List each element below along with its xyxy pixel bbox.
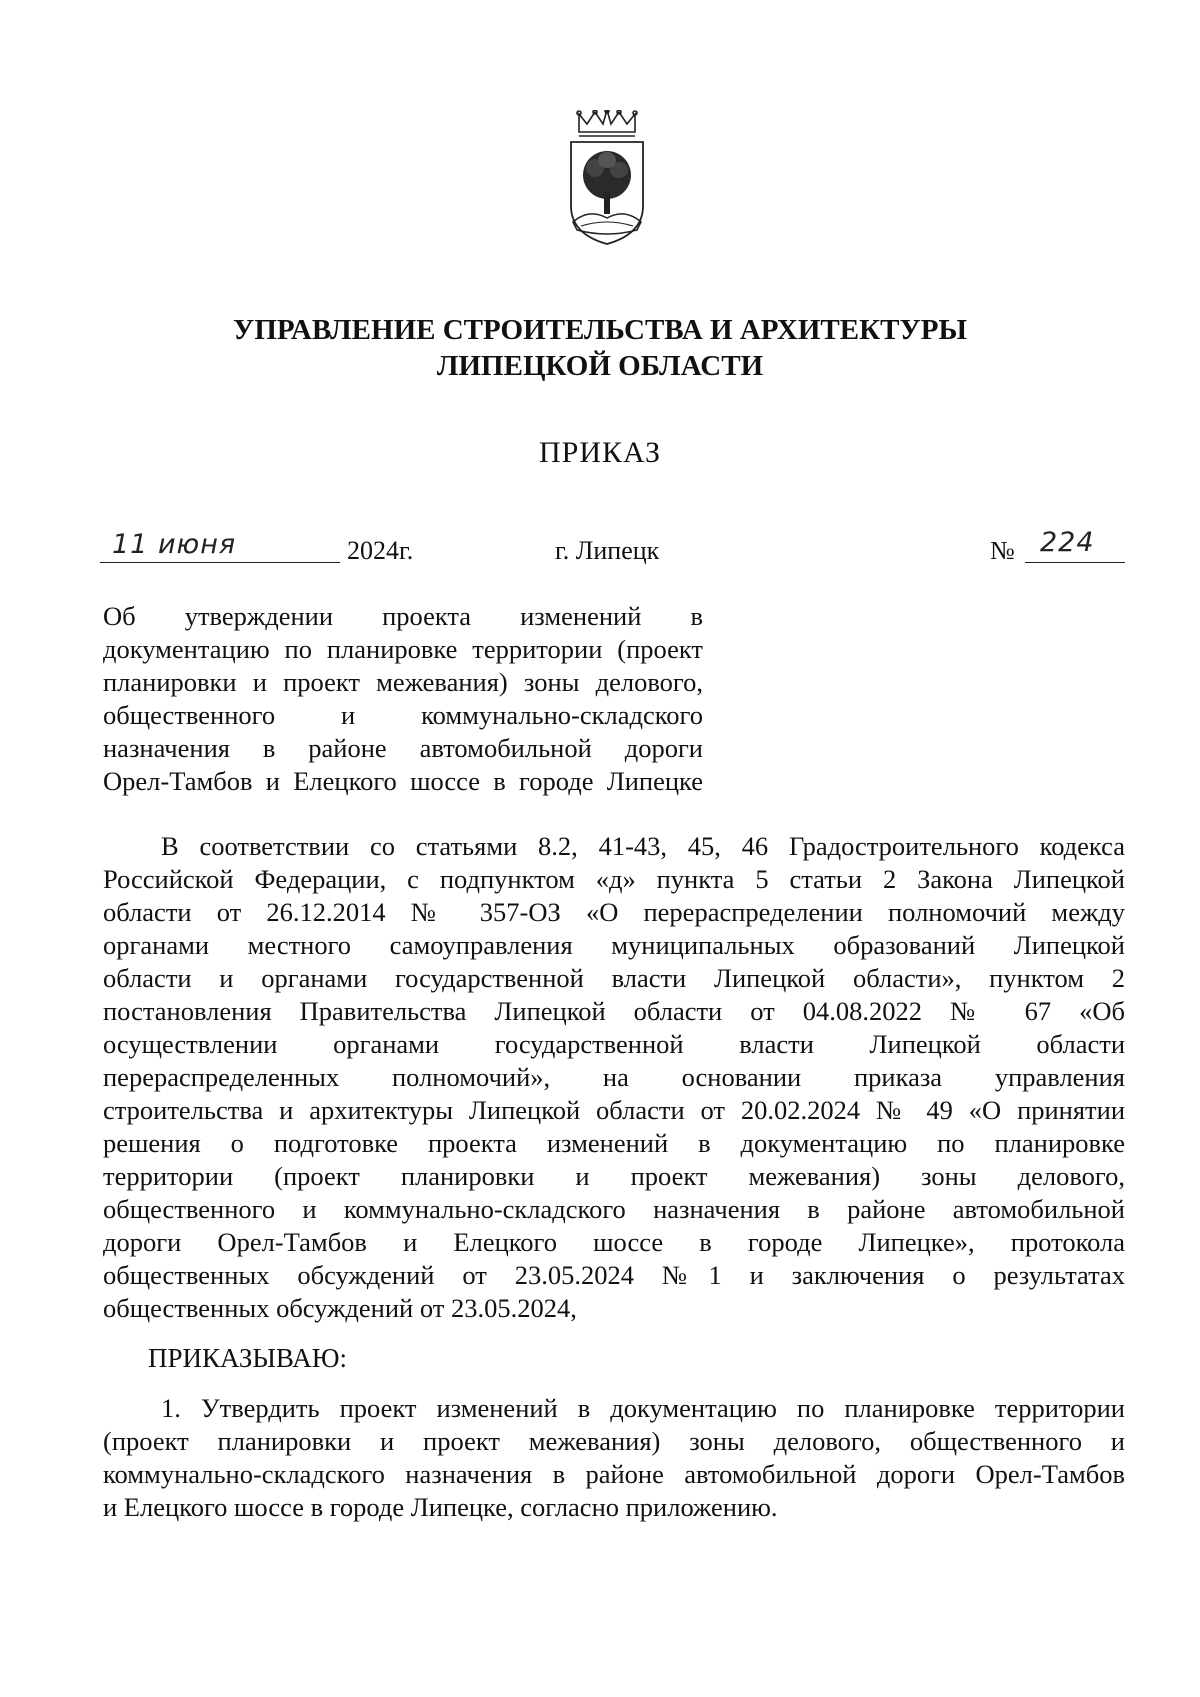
- order-item-1: [103, 1392, 1125, 1524]
- handwritten-number: 224: [1040, 527, 1095, 558]
- paragraph-line: строительства и архитектуры Липецкой области от 20.02.2024 № 49 «О принятии: [103, 1095, 1125, 1125]
- paragraph-line: коммунально-складского назначения в районе автомобильной дороги Орел-Тамбов: [103, 1459, 1125, 1489]
- paragraph-line: перераспределенных полномочий», на основании приказа управления: [103, 1062, 1125, 1092]
- subject-line: Об утверждении проекта изменений в: [103, 601, 703, 631]
- subject-line: Орел-Тамбов и Елецкого шоссе в городе Липецке: [103, 766, 703, 796]
- paragraph-line: общественного и коммунально-складского назначения в районе автомобильной: [103, 1194, 1125, 1224]
- coat-of-arms-icon: [567, 110, 647, 245]
- paragraph-line: постановления Правительства Липецкой области от 04.08.2022 № 67 «Об: [103, 996, 1125, 1026]
- paragraph-line: общественных обсуждений от 23.05.2024,: [103, 1293, 577, 1323]
- subject-line: общественного и коммунально-складского: [103, 700, 703, 730]
- handwritten-date: 11 июня: [112, 529, 237, 560]
- paragraph-line: решения о подготовке проекта изменений в документацию по планировке: [103, 1128, 1125, 1158]
- paragraph-line: Российской Федерации, с подпунктом «д» пункта 5 статьи 2 Закона Липецкой: [103, 864, 1125, 894]
- paragraph-line: осуществлении органами государственной власти Липецкой области: [103, 1029, 1125, 1059]
- paragraph-line: общественных обсуждений от 23.05.2024 №1 и заключения о результатах: [103, 1260, 1125, 1290]
- paragraph-line: области и органами государственной власти Липецкой области», пунктом 2: [103, 963, 1125, 993]
- agency-name-line2: ЛИПЕЦКОЙ ОБЛАСТИ: [436, 350, 764, 382]
- document-type-title: ПРИКАЗ: [539, 436, 661, 469]
- subject-line: назначения в районе автомобильной дороги: [103, 733, 703, 763]
- number-underline: [1025, 562, 1125, 563]
- paragraph-line: и Елецкого шоссе в городе Липецке, согласно приложению.: [103, 1492, 778, 1522]
- paragraph-line: В соответствии со статьями 8.2, 41-43, 45, 46 Градостроительного кодекса: [161, 831, 1125, 861]
- subject-line: документацию по планировке территории (проект: [103, 634, 703, 664]
- agency-name-line1: УПРАВЛЕНИЕ СТРОИТЕЛЬСТВА И АРХИТЕКТУРЫ: [233, 314, 967, 346]
- paragraph-line: органами местного самоуправления муниципальных образований Липецкой: [103, 930, 1125, 960]
- preamble-paragraph: [103, 830, 1125, 1325]
- paragraph-line: дороги Орел-Тамбов и Елецкого шоссе в городе Липецке», протокола: [103, 1227, 1125, 1257]
- paragraph-line: 1. Утвердить проект изменений в документацию по планировке территории: [161, 1393, 1125, 1423]
- order-subject: [103, 600, 703, 798]
- city-label: г. Липецк: [555, 536, 660, 565]
- paragraph-line: области от 26.12.2014 № 357-ОЗ «О перераспределении полномочий между: [103, 897, 1125, 927]
- paragraph-line: территории (проект планировки и проект межевания) зоны делового,: [103, 1161, 1125, 1191]
- date-underline: [100, 562, 340, 563]
- order-directive-word: ПРИКАЗЫВАЮ:: [148, 1343, 347, 1373]
- date-year: 2024г.: [347, 536, 414, 565]
- subject-line: планировки и проект межевания) зоны делового,: [103, 667, 703, 697]
- paragraph-line: (проект планировки и проект межевания) зоны делового, общественного и: [103, 1426, 1125, 1456]
- number-label: №: [990, 536, 1015, 565]
